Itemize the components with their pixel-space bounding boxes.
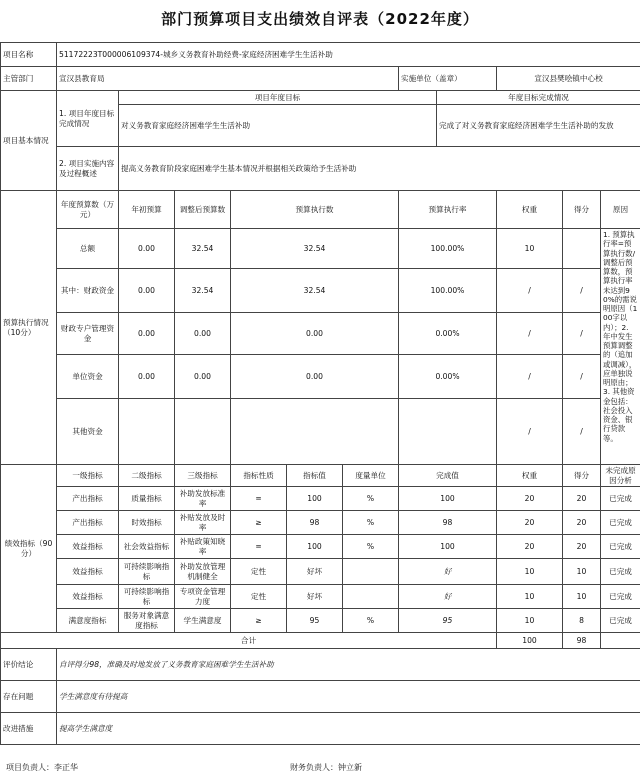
budget-score: / [563,399,601,465]
perf-header: 指标性质 [231,465,287,487]
conclusion-text: 自评得分98，准确及时地发放了义务教育家庭困难学生生活补助 [57,649,640,681]
perf-unit [343,585,399,609]
perf-header: 权重 [497,465,563,487]
perf-reason: 已完成 [601,609,640,633]
total-blank [601,633,640,649]
perf-reason: 已完成 [601,511,640,535]
perf-unit: % [343,511,399,535]
budget-header: 预算执行数 [231,191,399,229]
perf-done: 好 [399,585,497,609]
perf-score: 10 [563,585,601,609]
perf-header: 二级指标 [119,465,175,487]
perf-nature: 定性 [231,559,287,585]
project-name-value: 51172223T000006109374-城乡义务教育补助经费-家庭经济困难学生生活补助 [57,43,640,67]
perf-weight: 20 [497,535,563,559]
exec-value: 宣汉县樊哙镇中心校 [497,67,640,91]
budget-score: / [563,269,601,313]
budget-reason-text: 1. 预算执行率=预算执行数/调整后预算数，预算执行率未达到90%的需说明原因（100字以内）；2. 年中发生预算调整的（追加或调减），应单独说明原由；3. 其他资金包括：社会投入资金、银行贷款等。 [601,229,640,465]
perf-score: 20 [563,487,601,511]
perf-unit: % [343,609,399,633]
perf-target: 98 [287,511,343,535]
impl-text: 提高义务教育阶段家庭困难学生基本情况并根据相关政策给予生活补助 [119,147,640,191]
budget-adjusted: 32.54 [175,229,231,269]
perf-done: 98 [399,511,497,535]
budget-initial: 0.00 [119,269,175,313]
goal-text: 对义务教育家庭经济困难学生生活补助 [119,105,437,147]
budget-initial: 0.00 [119,355,175,399]
perf-done: 100 [399,487,497,511]
perf-reason: 已完成 [601,585,640,609]
perf-reason: 已完成 [601,535,640,559]
budget-score: / [563,355,601,399]
budget-weight: / [497,399,563,465]
budget-initial [119,399,175,465]
budget-section-label: 预算执行情况（10分） [1,191,57,465]
perf-header: 度量单位 [343,465,399,487]
perf-done: 好 [399,559,497,585]
issue-text: 学生满意度有待提高 [57,681,640,713]
perf-done: 95 [399,609,497,633]
budget-weight: / [497,355,563,399]
budget-weight: 10 [497,229,563,269]
budget-rate [399,399,497,465]
perf-nature: ≥ [231,511,287,535]
perf-weight: 20 [497,511,563,535]
perf-header: 完成值 [399,465,497,487]
budget-header: 调整后预算数 [175,191,231,229]
budget-adjusted: 0.00 [175,313,231,355]
conclusion-label: 评价结论 [1,649,57,681]
perf-reason: 已完成 [601,487,640,511]
perf-l1: 产出指标 [57,511,119,535]
budget-rate: 0.00% [399,313,497,355]
perf-target: 100 [287,487,343,511]
budget-initial: 0.00 [119,313,175,355]
perf-header: 指标值 [287,465,343,487]
perf-l3: 专项资金管理力度 [175,585,231,609]
perf-header: 一级指标 [57,465,119,487]
perf-section-label: 绩效指标（90分） [1,465,57,633]
perf-l2: 时效指标 [119,511,175,535]
perf-score: 20 [563,511,601,535]
budget-executed [231,399,399,465]
perf-done: 100 [399,535,497,559]
perf-score: 8 [563,609,601,633]
budget-executed: 0.00 [231,313,399,355]
perf-l1: 效益指标 [57,585,119,609]
perf-target: 95 [287,609,343,633]
evaluation-table [0,42,640,745]
perf-l3: 学生满意度 [175,609,231,633]
perf-l1: 效益指标 [57,535,119,559]
perf-target: 好坏 [287,585,343,609]
perf-unit: % [343,535,399,559]
budget-header: 预算执行率 [399,191,497,229]
exec-label: 实施单位（盖章） [399,67,497,91]
budget-rate: 100.00% [399,229,497,269]
perf-unit: % [343,487,399,511]
perf-score: 20 [563,535,601,559]
total-weight: 100 [497,633,563,649]
perf-l1: 效益指标 [57,559,119,585]
perf-header: 三级指标 [175,465,231,487]
budget-header: 年度预算数（万元） [57,191,119,229]
perf-l3: 补贴发放及时率 [175,511,231,535]
measure-label: 改进措施 [1,713,57,745]
perf-nature: 定性 [231,585,287,609]
budget-adjusted: 32.54 [175,269,231,313]
perf-l2: 质量指标 [119,487,175,511]
goal-header: 项目年度目标 [119,91,437,105]
budget-header: 得分 [563,191,601,229]
perf-header: 得分 [563,465,601,487]
perf-nature: ≥ [231,609,287,633]
total-score: 98 [563,633,601,649]
dept-value: 宣汉县教育局 [57,67,399,91]
perf-unit [343,559,399,585]
budget-weight: / [497,269,563,313]
budget-row-name: 其中：财政资金 [57,269,119,313]
budget-score [563,229,601,269]
budget-executed: 0.00 [231,355,399,399]
perf-l1: 产出指标 [57,487,119,511]
budget-header: 年初预算 [119,191,175,229]
basic-info-label: 项目基本情况 [1,91,57,191]
perf-l2: 社会效益指标 [119,535,175,559]
perf-target: 100 [287,535,343,559]
project-name-label: 项目名称 [1,43,57,67]
perf-reason: 已完成 [601,559,640,585]
budget-row-name: 其他资金 [57,399,119,465]
project-leader: 项目负责人：李正华 [6,763,78,772]
page-title: 部门预算项目支出绩效自评表（2022年度） [161,10,479,28]
budget-adjusted [175,399,231,465]
perf-nature: ═ [231,487,287,511]
perf-nature: ═ [231,535,287,559]
budget-rate: 0.00% [399,355,497,399]
budget-executed: 32.54 [231,229,399,269]
dept-label: 主管部门 [1,67,57,91]
perf-target: 好坏 [287,559,343,585]
budget-row-name: 财政专户管理资金 [57,313,119,355]
budget-header: 原因 [601,191,640,229]
perf-header: 未完成原因分析 [601,465,640,487]
measure-text: 提高学生满意度 [57,713,640,745]
budget-rate: 100.00% [399,269,497,313]
perf-weight: 10 [497,585,563,609]
finance-leader: 财务负责人：钟立新 [290,763,362,772]
goal-done-text: 完成了对义务教育家庭经济困难学生生活补助的发放 [437,105,640,147]
perf-weight: 20 [497,487,563,511]
perf-l3: 补助发放管理机制健全 [175,559,231,585]
perf-l2: 可持续影响指标 [119,559,175,585]
budget-row-name: 总额 [57,229,119,269]
perf-l1: 满意度指标 [57,609,119,633]
budget-score: / [563,313,601,355]
goal-label: 1. 项目年度目标完成情况 [57,91,119,147]
perf-weight: 10 [497,559,563,585]
perf-l3: 补贴政策知晓率 [175,535,231,559]
goal-done-header: 年度目标完成情况 [437,91,640,105]
budget-row-name: 单位资金 [57,355,119,399]
impl-label: 2. 项目实施内容及过程概述 [57,147,119,191]
perf-score: 10 [563,559,601,585]
total-label: 合计 [1,633,497,649]
budget-header: 权重 [497,191,563,229]
issue-label: 存在问题 [1,681,57,713]
budget-executed: 32.54 [231,269,399,313]
perf-l3: 补助发放标准率 [175,487,231,511]
budget-weight: / [497,313,563,355]
perf-l2: 服务对象满意度指标 [119,609,175,633]
budget-initial: 0.00 [119,229,175,269]
perf-l2: 可持续影响指标 [119,585,175,609]
budget-adjusted: 0.00 [175,355,231,399]
perf-weight: 10 [497,609,563,633]
